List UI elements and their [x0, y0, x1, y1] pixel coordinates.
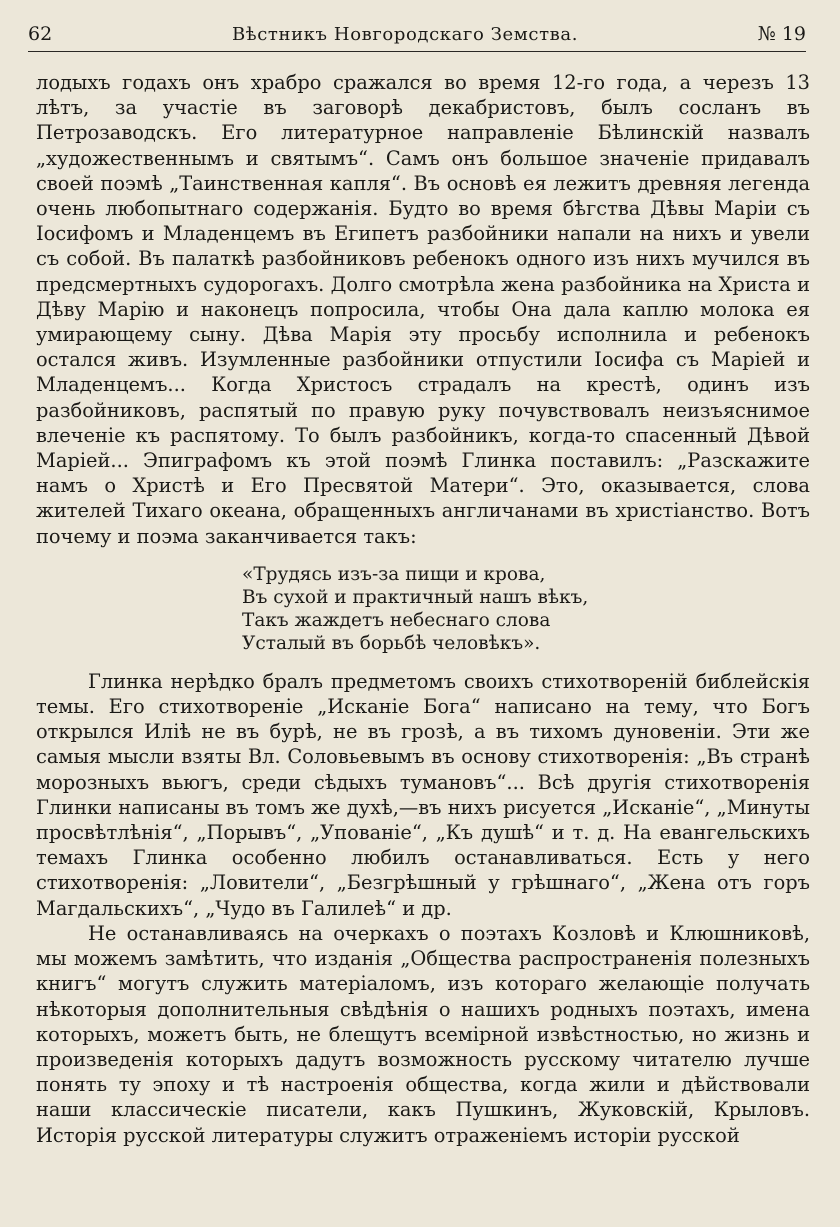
paragraph-2: Глинка нерѣдко бралъ предметомъ своихъ стихотвореній библейскія темы. Его стихотвореніе „Исканіе Бога“ написано на тему, что Богъ открылся Иліѣ не въ бурѣ, не въ грозѣ, а въ тихомъ дуновеніи. Эти же самыя мысли взяты Вл. Соловьевымъ въ основу стихотворенія: „Въ странѣ морозныхъ вьюгъ, среди сѣдыхъ тумановъ“... Всѣ другія стихотворенія Глинки написаны въ томъ же духѣ,—въ нихъ рисуется „Исканіе“, „Минуты просвѣтлѣнія“, „Порывъ“, „Упованіе“, „Къ душѣ“ и т. д. На евангельскихъ темахъ Глинка особенно любилъ останавливаться. Есть у него стихотворенія: „Ловители“, „Безгрѣшный у грѣшнаго“, „Жена отъ горъ Магдальскихъ“, „Чудо въ Галилеѣ“ и др. — [36, 669, 810, 920]
poem-line: Усталый въ борьбѣ человѣкъ». — [242, 632, 541, 654]
page-number: 62 — [28, 23, 53, 45]
page-header — [28, 20, 806, 52]
paragraph-3: Не останавливаясь на очеркахъ о поэтахъ Козловѣ и Клюшниковѣ, мы можемъ замѣтить, что изданія „Общества распространенія полезныхъ книгъ“ могутъ служить матеріаломъ, изъ котораго желающіе получать нѣкоторыя дополнительныя свѣдѣнія о нашихъ родныхъ поэтахъ, имена которыхъ, можетъ быть, не блещутъ всемірной извѣстностью, но жизнь и произведенія которыхъ дадутъ возможность русскому читателю лучше понять ту эпоху и тѣ настроенія общества, когда жили и дѣйствовали наши классическіе писатели, какъ Пушкинъ, Жуковскій, Крыловъ. Исторія русской литературы служитъ отраженіемъ исторіи русской — [36, 921, 810, 1147]
poem-quote — [242, 563, 810, 655]
poem-line: Въ сухой и практичный нашъ вѣкъ, — [242, 586, 589, 608]
journal-title: Вѣстникъ Новгородскаго Земства. — [231, 24, 579, 45]
poem-line: «Трудясь изъ-за пищи и крова, — [242, 563, 546, 585]
paragraph-1: лодыхъ годахъ онъ храбро сражался во время 12-го года, а черезъ 13 лѣтъ, за участіе въ заговорѣ декабристовъ, былъ сосланъ въ Петрозаводскъ. Его литературное направленіе Бѣлинскій назвалъ „художественнымъ и святымъ“. Самъ онъ большое значеніе придавалъ своей поэмѣ „Таинственная капля“. Въ основѣ ея лежитъ древняя легенда очень любопытнаго содержанія. Будто во время бѣгства Дѣвы Маріи съ Іосифомъ и Младенцемъ въ Египетъ разбойники напали на нихъ и увели съ собой. Въ палаткѣ разбойниковъ ребенокъ одного изъ нихъ мучился въ предсмертныхъ судорогахъ. Долго смотрѣла жена разбойника на Христа и Дѣву Марію и наконецъ попросила, чтобы Она дала каплю молока ея умирающему сыну. Дѣва Марія эту просьбу исполнила и ребенокъ остался живъ. Изумленные разбойники отпустили Іосифа съ Маріей и Младенцемъ... Когда Христосъ страдалъ на крестѣ, одинъ изъ разбойниковъ, распятый по правую руку почувствовалъ неизъяснимое влеченіе къ распятому. То былъ разбойникъ, когда-то спасенный Дѣвой Маріей... Эпиграфомъ къ этой поэмѣ Глинка поставилъ: „Разскажите намъ о Христѣ и Его Пресвятой Матери“. Это, оказывается, слова жителей Тихаго океана, обращенныхъ англичанами въ христіанство. Вотъ почему и поэма заканчивается такъ: — [36, 71, 810, 548]
issue-number: № 19 — [757, 23, 806, 45]
article-body — [36, 70, 810, 1148]
poem-line: Такъ жаждетъ небеснаго слова — [242, 609, 551, 631]
